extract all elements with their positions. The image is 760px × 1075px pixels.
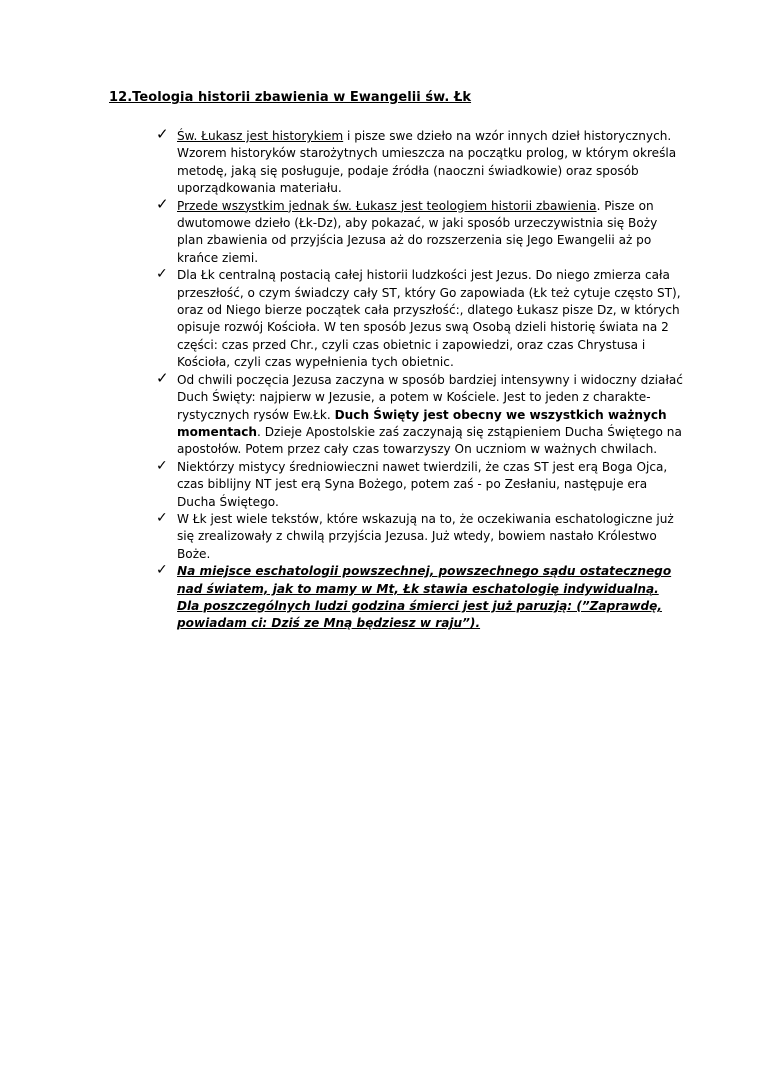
list-item: ✓ Od chwili poczęcia Jezusa zaczyna w sposób bardziej intensywny i widoczny działać Duch Święty: najpierw w Jezusie, a potem w Kościele. Jest to jeden z charakte- rystycznych rysów Ew.Łk. Duch Święty jest obecny we wszystkich ważnych momentach. Dzieje Apostolskie zaś zaczynają się zstąpieniem Ducha Świętego na apostołów. Potem przez cały czas towarzyszy On uczniom w ważnych chwilach.	[156, 368, 683, 457]
checkmark-icon: ✓	[156, 194, 169, 213]
list-item: ✓ Przede wszystkim jednak św. Łukasz jest teologiem historii zbawienia. Pisze on dwutomowe dzieło (Łk-Dz), aby pokazać, w jaki sposób urzeczywistnia się Boży plan zbawienia od przyjścia Jezusa aż do rozszerzenia się Jego Ewangelii aż po krańce ziemi.	[156, 194, 658, 265]
checklist	[156, 125, 696, 633]
checkmark-icon: ✓	[156, 562, 168, 579]
checkmark-icon: ✓	[156, 368, 169, 387]
list-item-emphasized: ✓ Na miejsce eschatologii powszechnej, powszechnego sądu ostatecznego nad światem, jak to mamy w Mt, Łk stawia eschatologię indywidualną. Dla poszczególnych ludzi godzina śmierci jest już paruzją: (”Zaprawdę, powiadam ci: Dziś ze Mną będziesz w raju”).	[156, 562, 672, 631]
checkmark-icon: ✓	[156, 457, 168, 474]
page-title: 12.Teologia historii zbawienia w Ewangelii św. Łk	[109, 90, 472, 105]
checkmark-icon: ✓	[156, 125, 169, 143]
list-item: ✓ Niektórzy mistycy średniowieczni nawet twierdzili, że czas ST jest erą Boga Ojca, czas biblijny NT jest erą Syna Bożego, potem zaś - po Zesłaniu, następuje era Ducha Świętego.	[156, 457, 668, 509]
checkmark-icon: ✓	[156, 509, 168, 526]
checkmark-icon: ✓	[156, 266, 168, 283]
list-item: ✓ W Łk jest wiele tekstów, które wskazują na to, że oczekiwania eschatologiczne już się zrealizowały z chwilą przyjścia Jezusa. Już wtedy, bowiem nastało Królestwo Boże.	[156, 509, 674, 561]
list-item: ✓ Dla Łk centralną postacią całej historii ludzkości jest Jezus. Do niego zmierza cała przeszłość, o czym świadczy cały ST, który Go zapowiada (Łk też cytuje często ST), oraz od Niego bierze początek cała przyszłość:, dlatego Łukasz pisze Dz, w których opisuje rozwój Kościoła. W ten sposób Jezus swą Osobą dzieli historię świata na 2 części: czas przed Chr., czyli czas obietnic i zapowiedzi, oraz czas Chrystusa i Kościoła, czyli czas wypełnienia tych obietnic.	[156, 266, 681, 370]
list-item: ✓ Św. Łukasz jest historykiem i pisze swe dzieło na wzór innych dzieł historycznych. Wzorem historyków starożytnych umieszcza na początku prolog, w którym określa metodę, jaką się posługuje, podaje źródła (naoczni świadkowie) oraz sposób uporządkowania materiału.	[156, 125, 677, 196]
